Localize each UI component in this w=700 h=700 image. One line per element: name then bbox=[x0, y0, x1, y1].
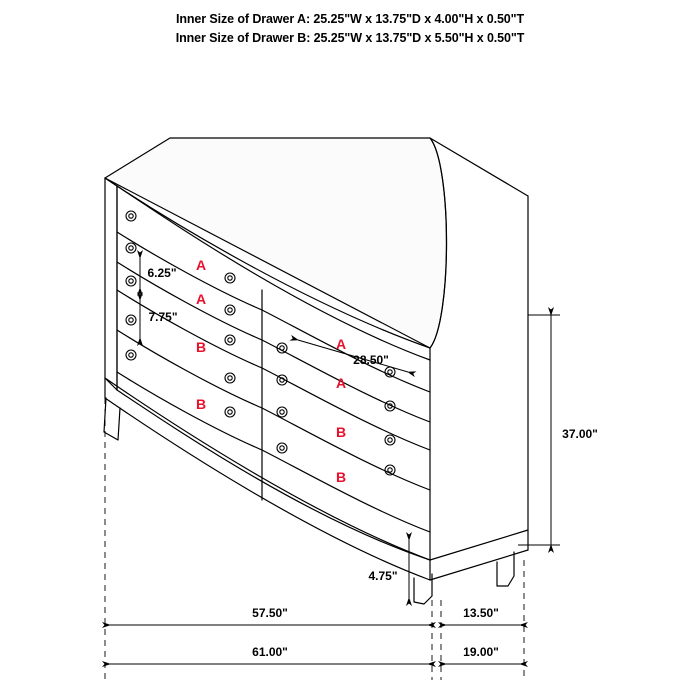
dimension-overall-height: 37.00" bbox=[562, 427, 598, 441]
drawer-a-size-text: Inner Size of Drawer A: 25.25"W x 13.75"D x 4.00"H x 0.50"T bbox=[175, 12, 525, 26]
dimension-drawer-b-height: 7.75" bbox=[148, 310, 178, 324]
dimension-leg-height: 4.75" bbox=[368, 569, 398, 583]
dimension-drawer-a-height: 6.25" bbox=[147, 266, 177, 280]
drawer-label-left-second-a: A bbox=[195, 291, 207, 307]
drawer-label-left-top-a: A bbox=[195, 257, 207, 273]
dimension-side-depth-top: 13.50" bbox=[463, 606, 499, 620]
drawer-label-left-third-b: B bbox=[195, 339, 207, 355]
dimension-total-depth: 19.00" bbox=[463, 645, 499, 659]
drawer-label-left-bottom-b: B bbox=[195, 396, 207, 412]
dimension-total-width: 61.00" bbox=[252, 645, 288, 659]
drawer-label-right-top-a: A bbox=[335, 336, 347, 352]
drawer-b-size-text: Inner Size of Drawer B: 25.25"W x 13.75"D x 5.50"H x 0.50"T bbox=[175, 31, 525, 45]
drawer-label-right-second-a: A bbox=[335, 375, 347, 391]
dimension-drawer-width: 28.50" bbox=[353, 353, 389, 367]
dimension-front-width: 57.50" bbox=[252, 606, 288, 620]
drawer-label-right-bottom-b: B bbox=[335, 469, 347, 485]
drawer-label-right-third-b: B bbox=[335, 424, 347, 440]
